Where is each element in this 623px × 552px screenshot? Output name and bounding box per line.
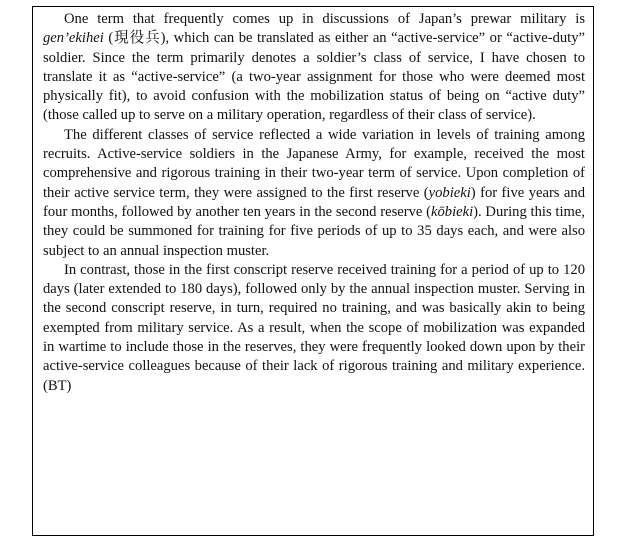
text-run: ). During this time, they could be summoned for training for five periods of up to 35 days each, and were also subject to an annual inspection muster. (43, 203, 585, 259)
italic-term-yobieki: yobieki (428, 184, 471, 201)
paragraph-1 (43, 10, 585, 126)
text-run: One term that frequently comes up in discussions of Japan’s prewar military is (64, 11, 585, 27)
italic-term-kobieki: kōbieki (431, 203, 474, 220)
document-frame (32, 6, 594, 536)
paragraph-3 (43, 261, 585, 396)
paragraph-2 (43, 126, 585, 261)
text-run: ) for five years and four months, followed by another ten years in the second reserve ( (43, 184, 585, 220)
text-run: In contrast, those in the first conscript reserve received training for a period of up to 120 days (later extended to 180 days), followed only by the annual inspection muster. Serving in the second conscript reserve, in turn, required no training, and was basically akin to being exempted from military service. As a result, when the scope of mobilization was expanded in wartime to include those in the reserves, they were frequently looked down upon by their active-service colleagues because of their lack of rigorous training and military experience. (BT) (43, 261, 585, 394)
text-run: The different classes of service reflected a wide variation in levels of training among recruits. Active-service soldiers in the Japanese Army, for example, received the most comprehensive and rigorous training in their two-year term of service. Upon completion of their active service term, they were assigned to the first reserve ( (43, 126, 585, 201)
text-run: (現役兵), which can be translated as either an “active-service” or “active-duty” soldier. Since the term primarily denotes a soldier’s class of service, I have chosen to translate it as “active-service” (a two-year assignment for those who were deemed most physically fit), to avoid confusion with the mobilization status of being on “active duty” (those called up to serve on a military operation, regardless of their class of service). (43, 30, 585, 124)
italic-term-genekihei: gen’ekihei (43, 30, 104, 47)
